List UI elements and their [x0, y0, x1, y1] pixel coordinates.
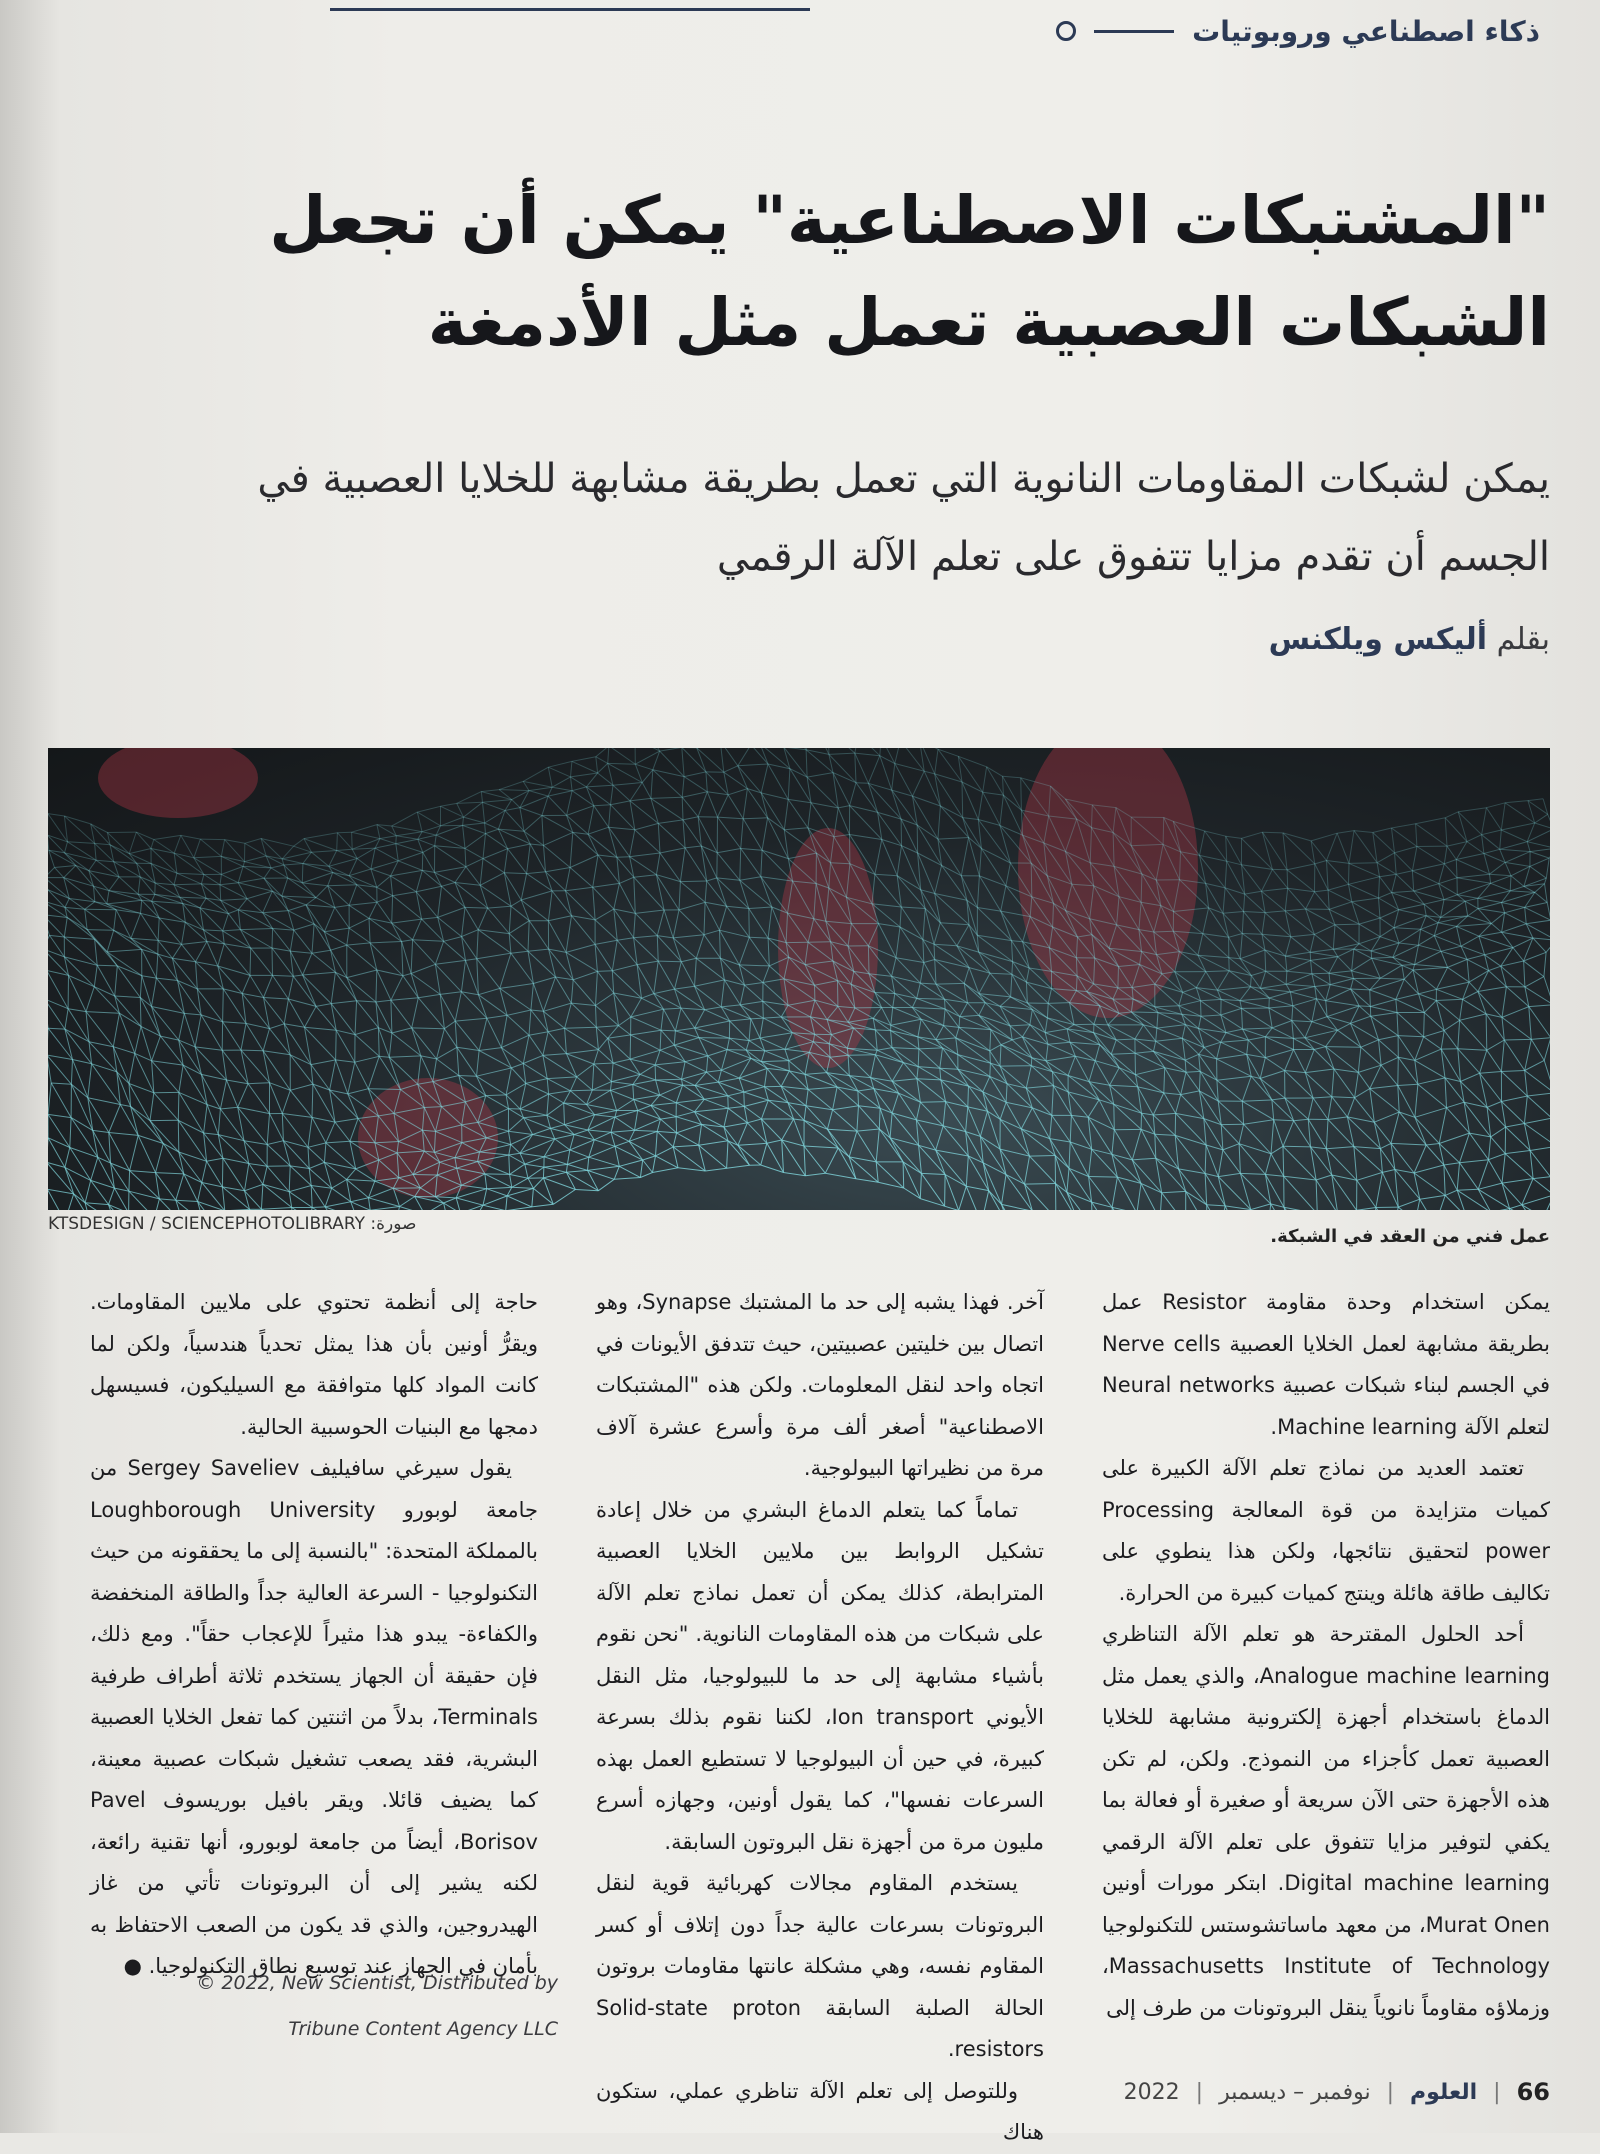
- text-column-1: [1102, 1282, 1550, 2029]
- copyright-credit: [78, 1960, 558, 2052]
- issue-year: 2022: [1124, 2080, 1180, 2105]
- top-rule: [330, 0, 810, 11]
- issue-months: نوفمبر – ديسمبر: [1219, 2080, 1371, 2105]
- glow-patch: [358, 1078, 498, 1198]
- text-column-2: [596, 1282, 1044, 2154]
- page-number: 66: [1517, 2078, 1550, 2106]
- glow-patch: [98, 748, 258, 818]
- byline-author: أليكس ويلكنس: [1269, 622, 1487, 657]
- page-footer: [1124, 2078, 1550, 2106]
- paragraph: يمكن استخدام وحدة مقاومة Resistor عمل بطريقة مشابهة لعمل الخلايا العصبية Nerve cells في الجسم لبناء شبكات عصبية Neural networks لتعلم الآلة Machine learning.: [1102, 1282, 1550, 1448]
- footer-separator: |: [1493, 2080, 1500, 2105]
- paragraph: تعتمد العديد من نماذج تعلم الآلة الكبيرة على كميات متزايدة من قوة المعالجة Processing power لتحقيق نتائجها، ولكن هذا ينطوي على تكاليف طاقة هائلة وينتج كميات كبيرة من الحرارة.: [1102, 1448, 1550, 1614]
- paragraph: وللتوصل إلى تعلم الآلة تناظري عملي، ستكون هناك: [596, 2071, 1044, 2154]
- photo-credit: KTSDESIGN / SCIENCEPHOTOLIBRARY :صورة: [48, 1214, 416, 1234]
- section-marker-icon: [1056, 21, 1076, 41]
- magazine-name: العلوم: [1410, 2080, 1477, 2105]
- byline: [1269, 622, 1550, 657]
- paragraph: آخر. فهذا يشبه إلى حد ما المشتبك Synapse، وهو اتصال بين خليتين عصبيتين، حيث تتدفق الأيونات في اتجاه واحد لنقل المعلومات. ولكن هذه "المشتبكات الاصطناعية" أصغر ألف مرة وأسرع عشرة آلاف مرة من نظيراتها البيولوجية.: [596, 1282, 1044, 1490]
- byline-prefix: بقلم: [1497, 622, 1550, 657]
- section-rule: [1094, 30, 1174, 33]
- paragraph: يستخدم المقاوم مجالات كهربائية قوية لنقل البروتونات بسرعات عالية جداً دون إتلاف أو كسر المقاوم نفسه، وهي مشكلة عانتها مقاومات بروتون الحالة الصلبة السابقة Solid-state proton resistors.: [596, 1863, 1044, 2071]
- section-tag: [1056, 6, 1540, 56]
- article-photo: [48, 748, 1550, 1210]
- text-column-3: [90, 1282, 538, 1988]
- paragraph: يقول سيرغي سافيليف Sergey Saveliev من جامعة لوبورو Loughborough University بالمملكة المتحدة: "بالنسبة إلى ما يحققونه من حيث التكنولوجيا - السرعة العالية جداً والطاقة المنخفضة والكفاءة- يبدو هذا مثيراً للإعجاب حقاً". ومع ذلك، فإن حقيقة أن الجهاز يستخدم ثلاثة أطراف طرفية Terminals، بدلاً من اثنتين كما تفعل الخلايا العصبية البشرية، فقد يصعب تشغيل شبكات عصبية معينة، كما يضيف قائلا. ويقر بافيل بوريسوف Pavel Borisov، أيضاً من جامعة لوبورو، أنها تقنية رائعة، لكنه يشير إلى أن البروتونات تأتي من غاز الهيدروجين، والذي قد يكون من الصعب الاحتفاظ به بأمان في الجهاز عند توسيع نطاق التكنولوجيا. ●: [90, 1448, 538, 1988]
- copyright-line-1: © 2022, New Scientist, Distributed by: [78, 1960, 558, 2006]
- network-mesh-image: [48, 748, 1550, 1210]
- copyright-line-2: Tribune Content Agency LLC: [78, 2006, 558, 2052]
- paragraph: أحد الحلول المقترحة هو تعلم الآلة التناظري Analogue machine learning، والذي يعمل مثل الدماغ باستخدام أجهزة إلكترونية مشابهة للخلايا العصبية تعمل كأجزاء من النموذج. ولكن، لم تكن هذه الأجهزة حتى الآن سريعة أو صغيرة أو فعالة بما يكفي لتوفير مزايا تتفوق على تعلم الآلة الرقمي Digital machine learning. ابتكر مورات أونين Murat Onen، من معهد ماساتشوستس للتكنولوجيا Massachusetts Institute of Technology، وزملاؤه مقاوماً نانوياً ينقل البروتونات من طرف إلى: [1102, 1614, 1550, 2029]
- article-title: "المشتبكات الاصطناعية" يمكن أن تجعل الشبكات العصبية تعمل مثل الأدمغة: [250, 170, 1550, 374]
- paragraph: حاجة إلى أنظمة تحتوي على ملايين المقاومات. ويقرُّ أونين بأن هذا يمثل تحدياً هندسياً، ولكن لما كانت المواد كلها متوافقة مع السيليكون، فسيسهل دمجها مع البنيات الحوسبية الحالية.: [90, 1282, 538, 1448]
- photo-caption: عمل فني من العقد في الشبكة.: [1270, 1226, 1550, 1247]
- article-subtitle: يمكن لشبكات المقاومات النانوية التي تعمل بطريقة مشابهة للخلايا العصبية في الجسم أن تقدم مزايا تتفوق على تعلم الآلة الرقمي: [250, 440, 1550, 596]
- footer-separator: |: [1387, 2080, 1394, 2105]
- section-label: ذكاء اصطناعي وروبوتيات: [1192, 15, 1540, 48]
- paragraph: تماماً كما يتعلم الدماغ البشري من خلال إعادة تشكيل الروابط بين ملايين الخلايا العصبية المترابطة، كذلك يمكن أن تعمل نماذج تعلم الآلة على شبكات من هذه المقاومات النانوية. "نحن نقوم بأشياء مشابهة إلى حد ما للبيولوجيا، مثل النقل الأيوني Ion transport، لكننا نقوم بذلك بسرعة كبيرة، في حين أن البيولوجيا لا تستطيع العمل بهذه السرعات نفسها"، كما يقول أونين، وجهازه أسرع مليون مرة من أجهزة نقل البروتون السابقة.: [596, 1490, 1044, 1864]
- footer-separator: |: [1196, 2080, 1203, 2105]
